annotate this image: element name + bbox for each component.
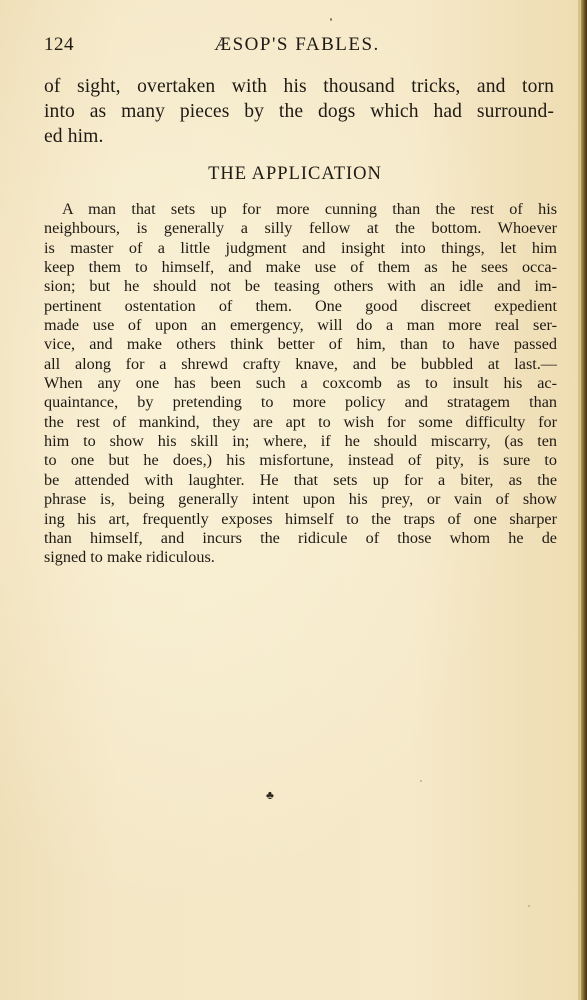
paper-speck xyxy=(528,905,530,907)
body-line: signed to make ridiculous. xyxy=(44,548,215,567)
body-line: the rest of mankind, they are apt to wish for some difficulty for xyxy=(44,412,557,431)
continuation-line: of sight, overtaken with his thousand tricks, and torn xyxy=(44,76,554,97)
continuation-line: ed him. xyxy=(44,126,104,147)
body-line: ing his art, frequently exposes himself to the traps of one sharper xyxy=(44,509,557,528)
body-line: keep them to himself, and make use of them as he sees occa- xyxy=(44,258,557,277)
body-line: phrase is, being generally intent upon his prey, or vain of show xyxy=(44,490,557,509)
body-line: to one but he does,) his misfortune, instead of pity, is sure to xyxy=(44,451,557,470)
body-line: all along for a shrewd crafty knave, and be bubbled at last.— xyxy=(44,354,557,373)
body-line: sion; but he should not be teasing others with an idle and im- xyxy=(44,277,557,296)
page-edge-shadow xyxy=(581,0,587,1000)
body-line: vice, and make others think better of him, than to have passed xyxy=(44,335,557,354)
running-title: ÆSOP'S FABLES. xyxy=(214,34,380,55)
body-line: quaintance, by pretending to more policy and stratagem than xyxy=(44,393,557,412)
body-line: When any one has been such a coxcomb as to insult his ac- xyxy=(44,374,557,393)
body-line: pertinent ostentation of them. One good discreet expedient xyxy=(44,296,557,315)
page-number: 124 xyxy=(44,34,74,55)
body-line: is master of a little judgment and insight into things, let him xyxy=(44,238,557,257)
body-line: him to show his skill in; where, if he should miscarry, (as ten xyxy=(44,432,557,451)
application-text xyxy=(44,200,557,568)
body-line: than himself, and incurs the ridicule of those whom he de xyxy=(44,528,557,547)
fable-continuation xyxy=(44,74,554,149)
body-line: be attended with laughter. He that sets up for a biter, as the xyxy=(44,470,557,489)
ornament-mark: ♣ xyxy=(266,788,274,802)
paper-speck xyxy=(420,780,422,782)
section-title: THE APPLICATION xyxy=(208,164,382,184)
body-line: neighbours, is generally a silly fellow at the bottom. Whoever xyxy=(44,219,557,238)
paper-speck xyxy=(330,18,332,21)
body-line: A man that sets up for more cunning than the rest of his xyxy=(62,200,557,218)
body-line: made use of upon an emergency, will do a man more real ser- xyxy=(44,316,557,335)
continuation-line: into as many pieces by the dogs which had surround- xyxy=(44,101,554,122)
page-header xyxy=(44,34,550,58)
